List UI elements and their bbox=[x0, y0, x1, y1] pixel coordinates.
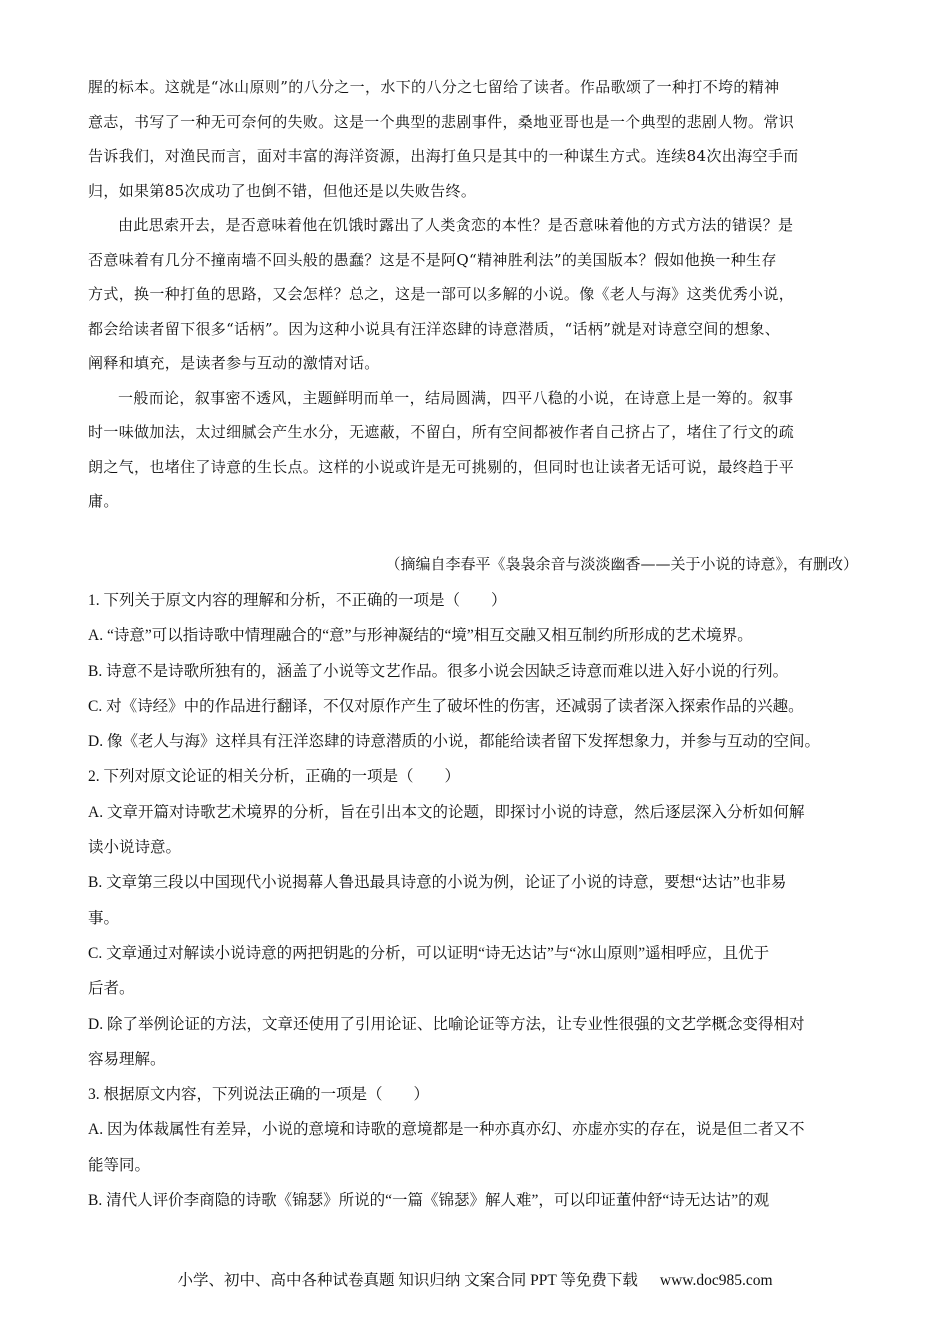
answer-option-continued: 读小说诗意。 bbox=[88, 839, 182, 857]
question-stem: 1. 下列关于原文内容的理解和分析，不正确的一项是（ ） bbox=[88, 592, 507, 609]
answer-option-continued: 事。 bbox=[88, 909, 120, 927]
answer-option: B. 诗意不是诗歌所独有的，涵盖了小说等文艺作品。很多小说会因缺乏诗意而难以进入好小说的行列。 bbox=[88, 662, 789, 680]
passage-body bbox=[88, 70, 866, 519]
answer-option: D. 像《老人与海》这样具有汪洋恣肆的诗意潜质的小说，都能给读者留下发挥想象力，并参与互动的空间。 bbox=[88, 733, 820, 751]
answer-option: A. 因为体裁属性有差异，小说的意境和诗歌的意境都是一种亦真亦幻、亦虚亦实的存在，说是但二者又不 bbox=[88, 1121, 805, 1139]
question-section bbox=[88, 583, 878, 1218]
passage-line: 都会给读者留下很多“话柄”。因为这种小说具有汪洋恣肆的诗意潜质，“话柄”就是对诗意空间的想象、 bbox=[88, 319, 781, 338]
passage-line: 由此思索开去，是否意味着他在饥饿时露出了人类贪恋的本性？是否意味着他的方式方法的错误？是 bbox=[118, 216, 794, 234]
answer-option: C. 文章通过对解读小说诗意的两把钥匙的分析，可以证明“诗无达诂”与“冰山原则”遥相呼应，且优于 bbox=[88, 944, 770, 962]
passage-line: 时一味做加法，太过细腻会产生水分，无遮蔽，不留白，所有空间都被作者自己挤占了，堵住了行文的疏 bbox=[88, 423, 795, 441]
answer-option: D. 除了举例论证的方法，文章还使用了引用论证、比喻论证等方法，让专业性很强的文艺学概念变得相对 bbox=[88, 1015, 805, 1033]
passage-line: 朗之气，也堵住了诗意的生长点。这样的小说或许是无可挑剔的，但同时也让读者无话可说，最终趋于平 bbox=[88, 457, 795, 476]
passage-line: 方式，换一种打鱼的思路，又会怎样？总之，这是一部可以多解的小说。像《老人与海》这类优秀小说， bbox=[88, 285, 795, 303]
answer-option: B. 文章第三段以中国现代小说揭幕人鲁迅最具诗意的小说为例，论证了小说的诗意，要想“达诂”也非易 bbox=[88, 874, 787, 892]
passage-line: 庸。 bbox=[88, 492, 119, 510]
footer-url: www.doc985.com bbox=[659, 1272, 773, 1289]
passage-line: 腥的标本。这就是“冰山原则”的八分之一，水下的八分之七留给了读者。作品歌颂了一种打不垮的精神 bbox=[88, 78, 780, 96]
answer-option: C. 对《诗经》中的作品进行翻译，不仅对原作产生了破坏性的伤害，还减弱了读者深入探索作品的兴趣。 bbox=[88, 697, 804, 715]
answer-option-continued: 容易理解。 bbox=[88, 1050, 166, 1068]
footer-text: 小学、初中、高中各种试卷真题 知识归纳 文案合同 PPT 等免费下载 bbox=[177, 1272, 638, 1289]
passage-line: 告诉我们，对渔民而言，面对丰富的海洋资源，出海打鱼只是其中的一种谋生方式。连续84次出海空手而 bbox=[88, 147, 799, 165]
source-citation: （摘编自李春平《袅袅余音与淡淡幽香——关于小说的诗意》，有删改） bbox=[385, 555, 858, 573]
answer-option-continued: 能等同。 bbox=[88, 1156, 151, 1174]
passage-line: 阐释和填充，是读者参与互动的激情对话。 bbox=[88, 354, 380, 372]
passage-line: 意志，书写了一种无可奈何的失败。这是一个典型的悲剧事件，桑地亚哥也是一个典型的悲剧人物。常识 bbox=[88, 112, 795, 131]
passage-line: 一般而论，叙事密不透风，主题鲜明而单一，结局圆满，四平八稳的小说，在诗意上是一筹的。叙事 bbox=[118, 388, 794, 407]
question-stem: 3. 根据原文内容，下列说法正确的一项是（ ） bbox=[88, 1086, 430, 1104]
answer-option-continued: 后者。 bbox=[88, 980, 135, 998]
passage-line: 否意味着有几分不撞南墙不回头般的愚蠢？这是不是阿Q“精神胜利法”的美国版本？假如他换一种生存 bbox=[88, 250, 777, 269]
answer-option: A. “诗意”可以指诗歌中情理融合的“意”与形神凝结的“境”相互交融又相互制约所形成的艺术境界。 bbox=[88, 627, 753, 645]
page-footer bbox=[0, 1268, 950, 1290]
answer-option: A. 文章开篇对诗歌艺术境界的分析，旨在引出本文的论题，即探讨小说的诗意，然后逐层深入分析如何解 bbox=[88, 803, 805, 821]
passage-line: 归，如果第85次成功了也倒不错，但他还是以失败告终。 bbox=[88, 181, 477, 200]
question-stem: 2. 下列对原文论证的相关分析，正确的一项是（ ） bbox=[88, 768, 461, 786]
answer-option: B. 清代人评价李商隐的诗歌《锦瑟》所说的“一篇《锦瑟》解人难”，可以印证董仲舒“诗无达诂”的观 bbox=[88, 1192, 770, 1210]
